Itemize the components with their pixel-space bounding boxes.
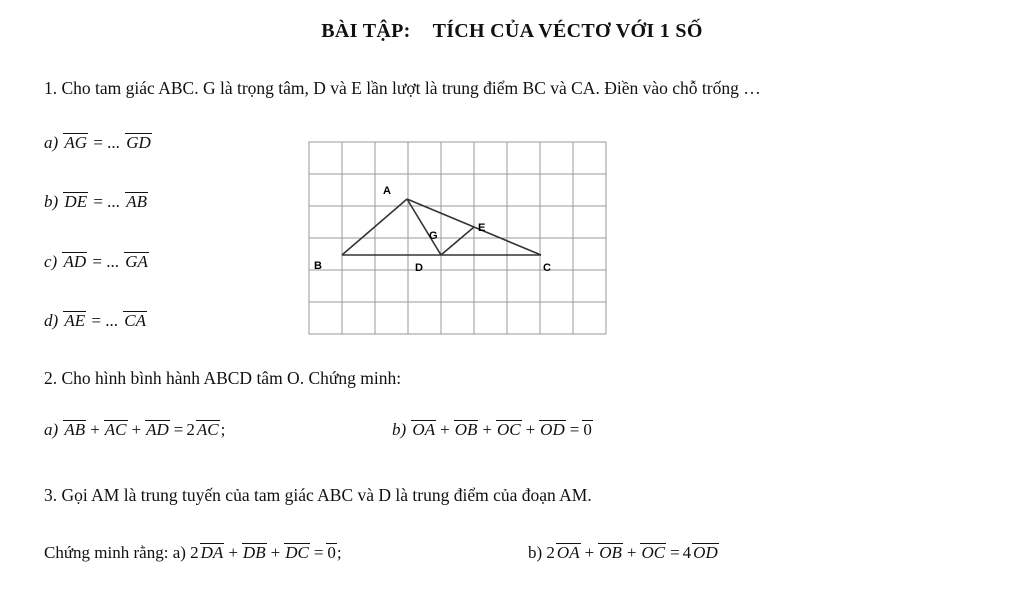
q1-item-d [44,311,148,331]
q2-a-end: ; [220,420,226,439]
q2-a-label: a) [44,420,59,439]
question-2-text: 2. Cho hình bình hành ABCD tâm O. Chứng minh: [44,368,402,388]
question-1-text: 1. Cho tam giác ABC. G là trọng tâm, D và E lần lượt là trung điểm BC và CA. Điền vào chỗ trống … [44,78,761,98]
q1-item-b [44,192,149,212]
q2-b-label: b) [392,420,407,439]
q1-item-c [44,252,150,272]
point-g-label: G [429,230,438,242]
q1-b-eq: = ... [93,192,120,211]
q3-a-label: a) [172,543,186,562]
q1-d-eq: = ... [91,311,119,330]
vector-db: DB [242,543,266,562]
point-d-label: D [415,262,423,274]
q2-a-coef: 2 [186,420,195,439]
vector-oa: OA [556,543,580,562]
vector-ag: AG [64,133,88,152]
vector-gd: GD [126,133,151,152]
vector-dc: DC [285,543,309,562]
title-part-2: TÍCH CỦA VÉCTƠ VỚI 1 SỐ [432,20,703,42]
question-3-text: 3. Gọi AM là trung tuyến của tam giác ABC và D là trung điểm của đoạn AM. [44,485,592,505]
zero-vector: 0 [327,543,336,562]
grid [309,142,606,334]
page-title [0,20,1024,43]
vector-ad: AD [63,252,87,271]
q1-c-label: c) [44,252,58,271]
q1-a-label: a) [44,133,59,152]
q1-item-a [44,133,153,153]
vector-ob: OB [454,420,478,439]
q3-b-coef-rhs: 4 [682,543,692,562]
zero-vector: 0 [583,420,592,439]
vector-ad: AD [146,420,169,439]
point-b-label: B [314,260,322,272]
vector-ga: GA [125,252,148,271]
segment-de [441,227,474,255]
q1-a-eq: = ... [93,133,120,152]
vector-ca: CA [124,311,147,330]
q3-a-end: ; [336,543,342,562]
vector-od: OD [540,420,565,439]
q3-item-a: Chứng minh rằng: a) 2 DA + DB + DC = 0; [44,543,342,562]
q3-b-label: b) [528,543,543,562]
q1-c-eq: = ... [92,252,119,271]
point-a-label: A [383,185,391,197]
q1-d-label: d) [44,311,59,330]
title-part-1: BÀI TẬP: [321,20,411,42]
q2-item-a: a) AB + AC + AD = 2 AC ; [44,420,226,439]
vector-ac-rhs: AC [196,420,219,439]
vector-ac: AC [104,420,127,439]
point-e-label: E [478,222,486,234]
median-ad [407,199,441,255]
vector-ob: OB [599,543,622,562]
vector-ab: AB [64,420,86,439]
q3-prove-label: Chứng minh rằng: [44,543,169,562]
q2-item-b: b) OA + OB + OC + OD = 0 [392,420,592,439]
q3-b-coef: 2 [546,543,555,562]
point-c-label: C [543,262,551,274]
vector-od: OD [693,543,718,562]
triangle-figure [305,138,615,338]
vector-ae: AE [64,311,86,330]
vector-oc: OC [496,420,521,439]
vector-da: DA [200,543,224,562]
q3-item-b: b) 2 OA + OB + OC = 4 OD [528,543,718,562]
vector-de: DE [64,192,88,211]
vector-oc: OC [641,543,666,562]
q3-a-coef: 2 [190,543,199,562]
q1-b-label: b) [44,192,59,211]
vector-oa: OA [412,420,436,439]
vector-ab: AB [126,192,147,211]
